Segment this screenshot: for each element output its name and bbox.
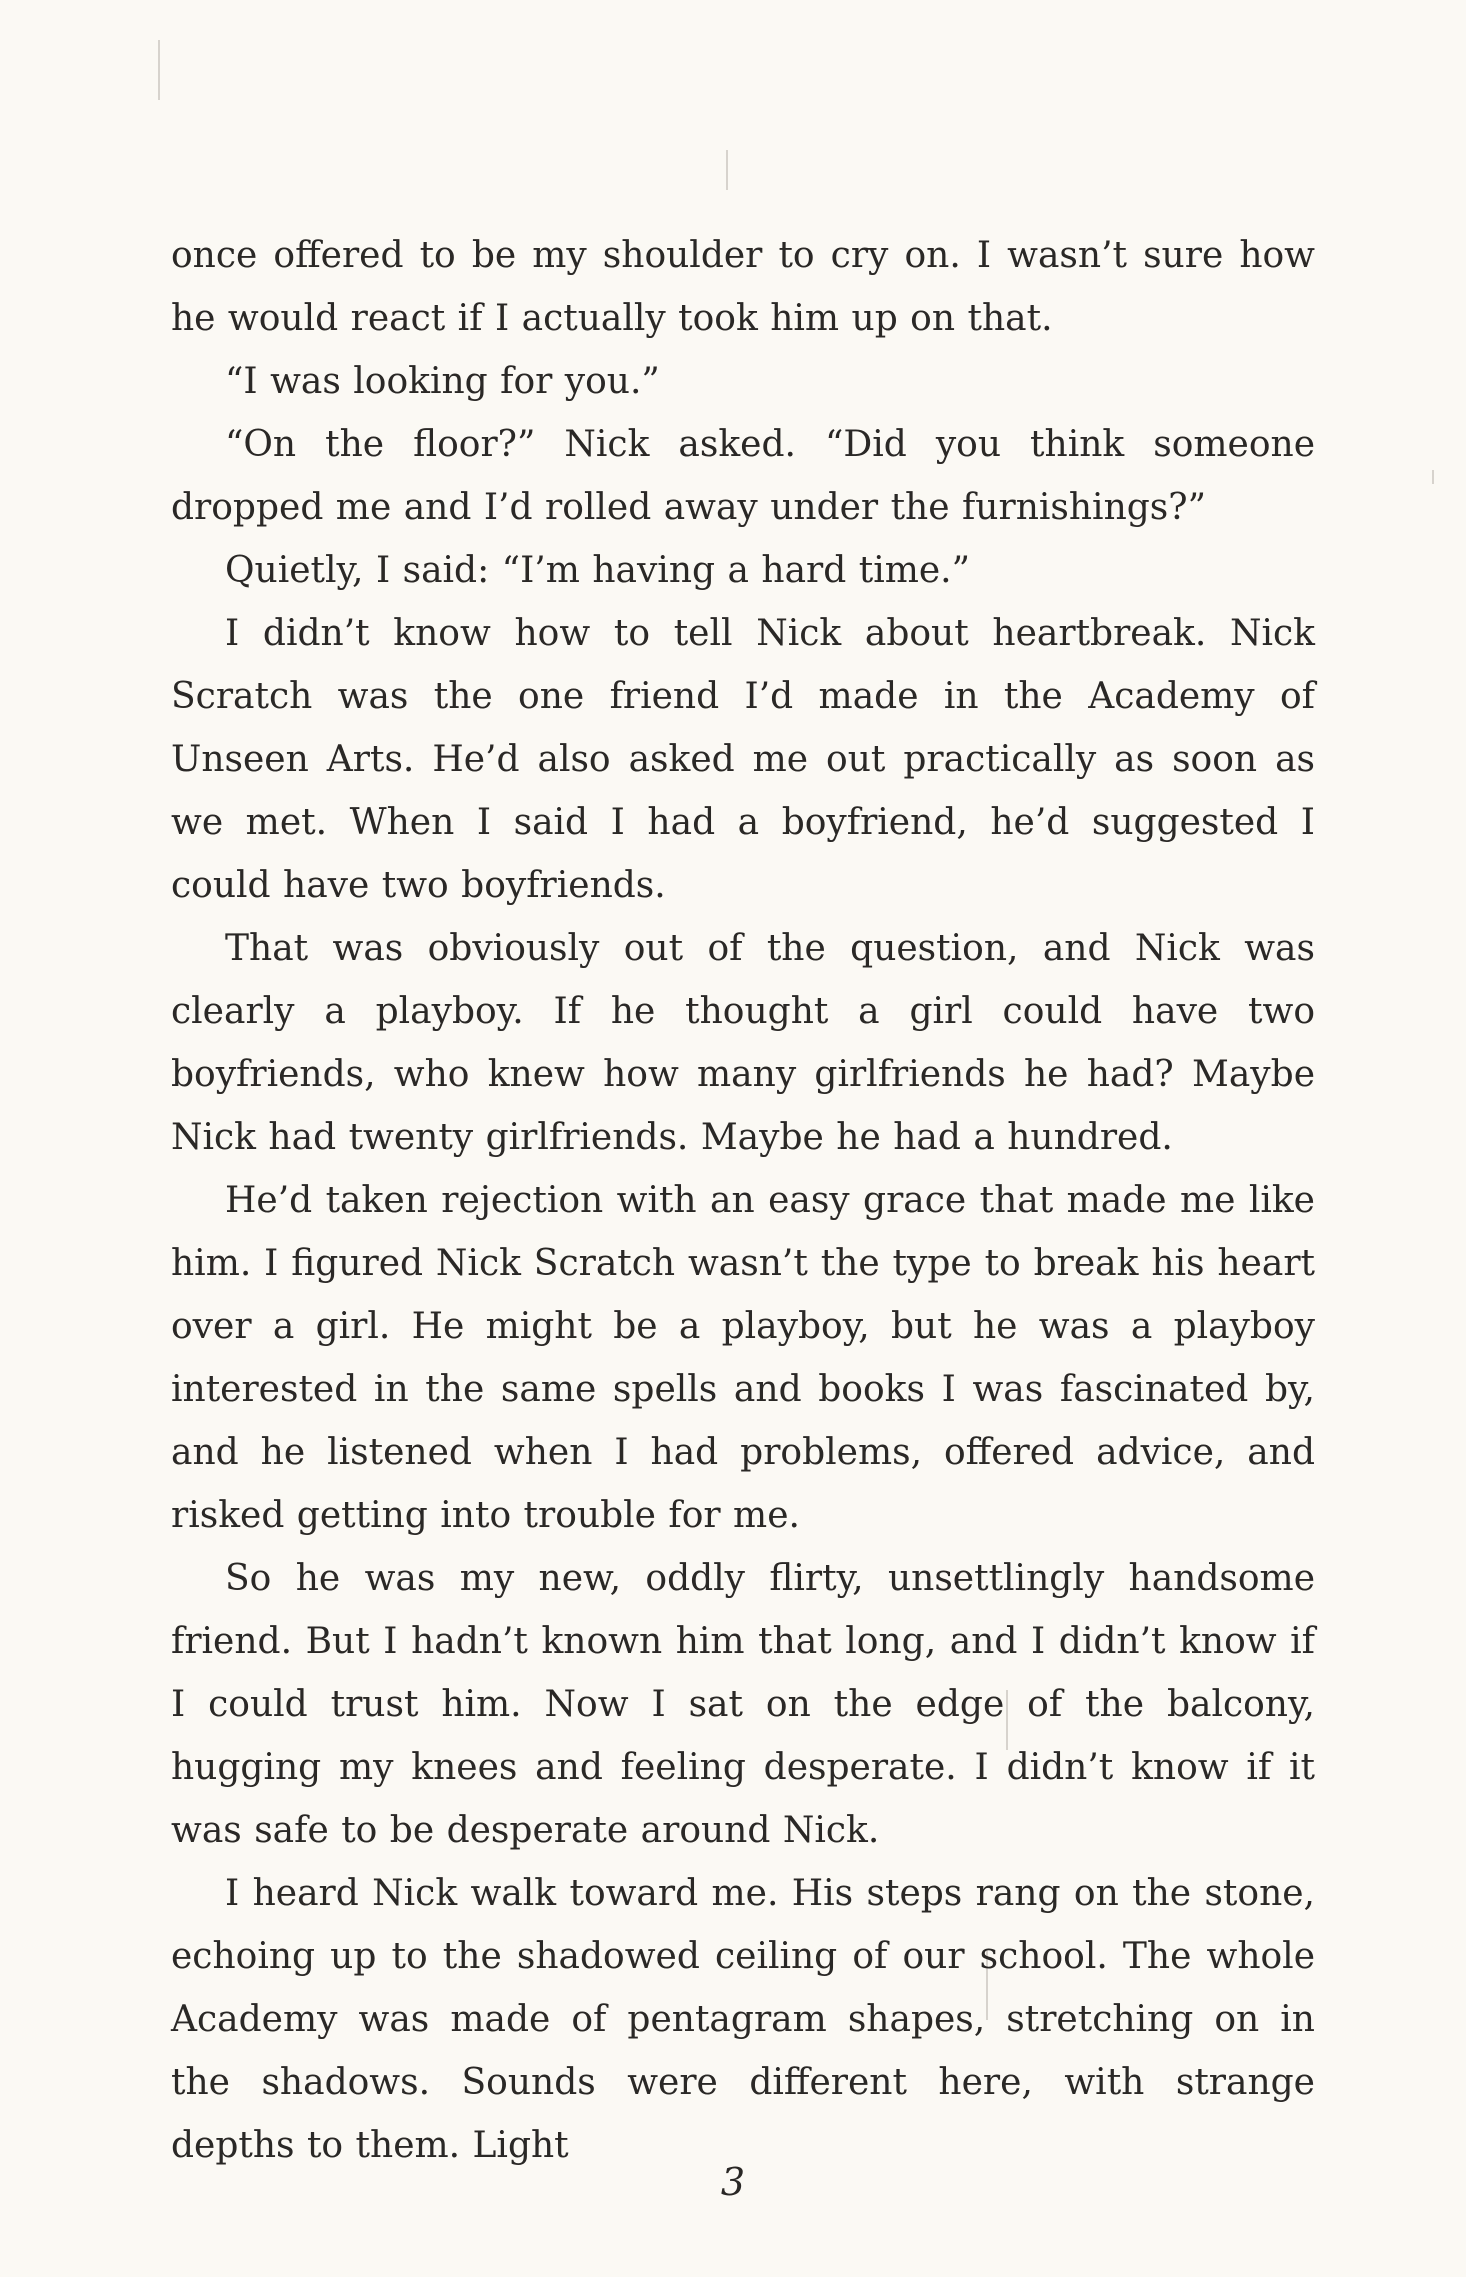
- page-number: 3: [720, 2160, 746, 2204]
- paragraph: That was obviously out of the question, and Nick was clearly a playboy. If he thought a girl could have two boyfriends, who knew how many girlfriends he had? Maybe Nick had twenty girlfriends. Maybe he had a hundred.: [171, 928, 1315, 1158]
- paragraph: once offered to be my shoulder to cry on. I wasn’t sure how he would react if I actually took him up on that.: [171, 235, 1315, 339]
- body-text: [171, 224, 1315, 2177]
- paragraph: So he was my new, oddly flirty, unsettlingly handsome friend. But I hadn’t known him that long, and I didn’t know if I could trust him. Now I sat on the edge of the balcony, hugging my knees and feeling desperate. I didn’t know if it was safe to be desperate around Nick.: [171, 1558, 1315, 1851]
- paragraph: Quietly, I said: “I’m having a hard time.”: [225, 550, 971, 591]
- paragraph: “On the floor?” Nick asked. “Did you think someone dropped me and I’d rolled away under the furnishings?”: [171, 424, 1315, 528]
- paragraph: “I was looking for you.”: [225, 361, 660, 402]
- scan-speck: [158, 40, 160, 100]
- scan-speck: [726, 150, 728, 190]
- paragraph: I heard Nick walk toward me. His steps rang on the stone, echoing up to the shadowed ceiling of our school. The whole Academy was made of pentagram shapes, stretching on in the shadows. Sounds were different here, with strange depths to them. Light: [171, 1873, 1315, 2166]
- scan-speck: [1432, 470, 1434, 484]
- paragraph: I didn’t know how to tell Nick about heartbreak. Nick Scratch was the one friend I’d made in the Academy of Unseen Arts. He’d also asked me out practically as soon as we met. When I said I had a boyfriend, he’d suggested I could have two boyfriends.: [171, 613, 1315, 906]
- paragraph: He’d taken rejection with an easy grace that made me like him. I figured Nick Scratch wasn’t the type to break his heart over a girl. He might be a playboy, but he was a playboy interested in the same spells and books I was fascinated by, and he listened when I had problems, offered advice, and risked getting into trouble for me.: [171, 1180, 1315, 1536]
